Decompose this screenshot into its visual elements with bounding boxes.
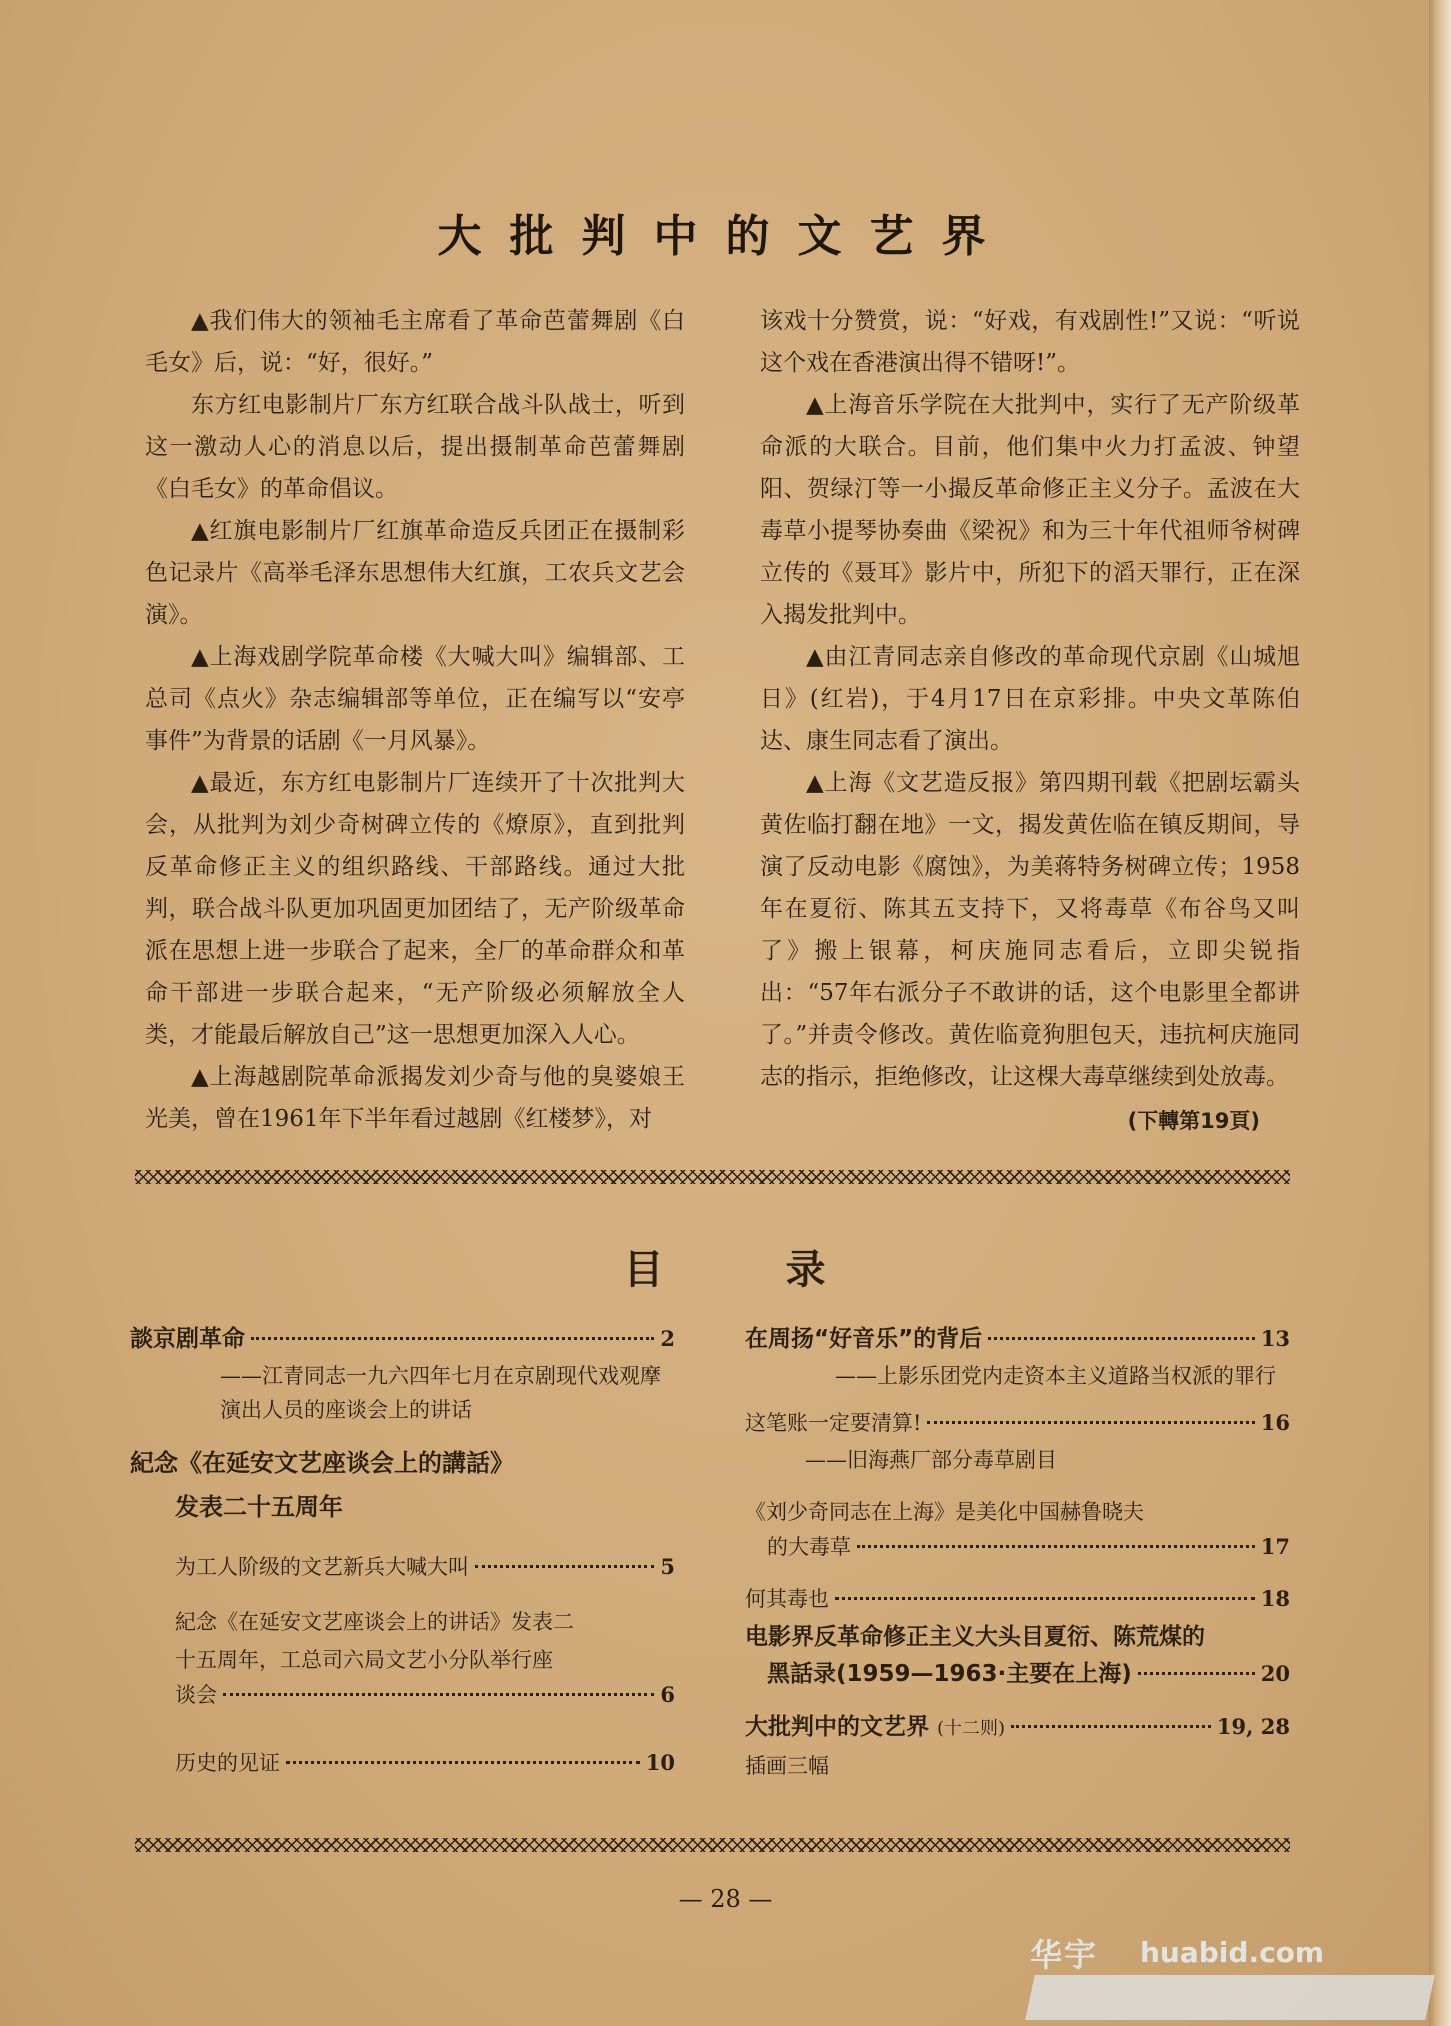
page-spine-edge <box>1429 0 1451 2026</box>
toc-entry-title: 为工人阶级的文艺新兵大喊大叫 <box>175 1555 469 1579</box>
toc-entry[interactable] <box>175 1551 675 1581</box>
toc-entry[interactable] <box>745 1320 1290 1353</box>
toc-entry-subtitle: ——江青同志一九六四年七月在京剧现代戏观摩演出人员的座谈会上的讲话 <box>220 1364 661 1422</box>
toc-leader-dots <box>286 1761 640 1764</box>
toc-entry-page: 18 <box>1260 1586 1290 1611</box>
article-paragraph: ▲上海戏剧学院革命楼《大喊大叫》编辑部、工总司《点火》杂志编辑部等单位，正在编写以“安亭事件”为背景的话剧《一月风暴》。 <box>145 644 685 754</box>
toc-entry-title: 的大毒草 <box>767 1535 851 1559</box>
toc-entry-title: 談京剧革命 <box>130 1326 245 1352</box>
article-right-column <box>760 300 1300 1142</box>
article-paragraph: ▲由江青同志亲自修改的革命现代京剧《山城旭日》(红岩)，于4月17日在京彩排。中央文革陈伯达、康生同志看了演出。 <box>760 644 1300 754</box>
toc-leader-dots <box>835 1597 1255 1600</box>
toc-title-char: 目 <box>623 1247 666 1293</box>
toc-entry-title: 黑話录(1959—1963·主要在上海) <box>767 1661 1132 1687</box>
toc-entry-page: 20 <box>1260 1661 1290 1686</box>
article-paragraph: ▲上海《文艺造反报》第四期刊载《把剧坛霸头黄佐临打翻在地》一文，揭发黄佐临在镇反期间，导演了反动电影《腐蚀》，为美蒋特务树碑立传；1958年在夏衍、陈其五支持下，又将毒草《布谷鸟又叫了》搬上银幕，柯庆施同志看后，立即尖锐指出：“57年右派分子不敢讲的话，这个电影里全都讲了。”并责令修改。黄佐临竟狗胆包天，违抗柯庆施同志的指示，拒绝修改，让这棵大毒草继续到处放毒。 <box>760 770 1300 1090</box>
toc-entry-title: 谈会 <box>175 1683 217 1707</box>
toc-entry-title: 在周扬“好音乐”的背后 <box>745 1326 983 1352</box>
toc-title <box>0 1238 1451 1295</box>
decorative-divider-bottom <box>135 1838 1290 1852</box>
toc-leader-dots <box>1138 1672 1255 1675</box>
toc-leader-dots <box>251 1337 654 1340</box>
article-paragraph: ▲上海音乐学院在大批判中，实行了无产阶级革命派的大联合。目前，他们集中火力打孟波、钟望阳、贺绿汀等一小撮反革命修正主义分子。孟波在大毒草小提琴协奏曲《梁祝》和为三十年代祖师爷树碑立传的《聂耳》影片中，所犯下的滔天罪行，正在深入揭发批判中。 <box>760 392 1300 628</box>
toc-left-column <box>130 1320 675 1783</box>
toc-leader-dots <box>475 1565 654 1568</box>
page-number: — 28 — <box>678 1885 773 1913</box>
toc-entry[interactable] <box>175 1747 675 1777</box>
article-paragraph: 东方红电影制片厂东方红联合战斗队战士，听到这一激动人心的消息以后，提出摄制革命芭蕾舞剧《白毛女》的革命倡议。 <box>145 392 685 502</box>
article-paragraph-continuation: 该戏十分赞赏，说：“好戏，有戏剧性!”又说：“听说这个戏在香港演出得不错呀!”。 <box>760 308 1300 376</box>
toc-leader-dots <box>988 1337 1255 1340</box>
toc-entry-title: 这笔账一定要清算! <box>745 1411 922 1435</box>
toc-leader-dots <box>927 1421 1254 1424</box>
toc-entry-title-line: 《刘少奇同志在上海》是美化中国赫鲁晓夫 <box>745 1500 1144 1524</box>
toc-entry-page: 19, 28 <box>1216 1714 1290 1739</box>
toc-entry[interactable] <box>745 1708 1290 1741</box>
toc-entry[interactable] <box>745 1583 1290 1613</box>
toc-entry[interactable] <box>130 1320 675 1353</box>
toc-entry-title-line: 紀念《在延安文艺座谈会上的讲话》发表二 <box>175 1610 574 1634</box>
toc-entry-title: 历史的见证 <box>175 1751 280 1775</box>
toc-entry[interactable] <box>767 1655 1290 1688</box>
toc-entry[interactable] <box>767 1531 1290 1561</box>
article-paragraph: ▲我们伟大的领袖毛主席看了革命芭蕾舞剧《白毛女》后，说：“好，很好。” <box>145 308 685 376</box>
article-title: 大批判中的文艺界 <box>437 211 1014 262</box>
toc-right-column <box>745 1320 1290 1785</box>
toc-section-title-line2: 发表二十五周年 <box>175 1493 343 1521</box>
toc-entry-title: 大批判中的文艺界 <box>745 1714 929 1740</box>
article-paragraph: ▲红旗电影制片厂红旗革命造反兵团正在摄制彩色记录片《高举毛泽东思想伟大红旗，工农兵文艺会演》。 <box>145 518 685 628</box>
toc-section-title: 紀念《在延安文艺座谈会上的講話》 <box>130 1449 514 1477</box>
watermark-logo-block <box>1025 1975 1435 2020</box>
toc-entry-title: 何其毒也 <box>745 1587 829 1611</box>
toc-entry-note: (十二则) <box>937 1718 1006 1739</box>
toc-entry-page: 16 <box>1260 1410 1290 1435</box>
toc-entry-illustrations[interactable]: 插画三幅 <box>745 1754 829 1778</box>
toc-leader-dots <box>1011 1725 1211 1728</box>
watermark <box>1030 1930 1450 2020</box>
toc-title-char: 录 <box>785 1247 828 1293</box>
toc-entry-page: 2 <box>660 1326 675 1351</box>
article-paragraph: ▲上海越剧院革命派揭发刘少奇与他的臭婆娘王光美，曾在1961年下半年看过越剧《红楼梦》，对 <box>145 1064 685 1132</box>
toc-entry[interactable] <box>175 1679 675 1709</box>
toc-leader-dots <box>223 1693 654 1696</box>
toc-entry[interactable] <box>745 1407 1290 1437</box>
toc-entry-subtitle: ——上影乐团党内走资本主义道路当权派的罪行 <box>835 1364 1276 1388</box>
watermark-url: huabid.com <box>1140 1936 1325 1969</box>
decorative-divider-top <box>135 1170 1290 1184</box>
toc-entry-page: 5 <box>660 1554 675 1579</box>
toc-entry-page: 17 <box>1260 1534 1290 1559</box>
toc-entry-title-line: 电影界反革命修正主义大头目夏衍、陈荒煤的 <box>745 1624 1205 1650</box>
article-left-column <box>145 300 685 1140</box>
article-paragraph: ▲最近，东方红电影制片厂连续开了十次批判大会，从批判为刘少奇树碑立传的《燎原》，直到批判反革命修正主义的组织路线、干部路线。通过大批判，联合战斗队更加巩固更加团结了，无产阶级革命派在思想上进一步联合了起来，全厂的革命群众和革命干部进一步联合起来，“无产阶级必须解放全人类，才能最后解放自己”这一思想更加深入人心。 <box>145 770 685 1048</box>
toc-entry-page: 10 <box>645 1750 675 1775</box>
toc-entry-subtitle: ——旧海燕厂部分毒草剧目 <box>805 1448 1057 1472</box>
toc-entry-page: 6 <box>660 1682 675 1707</box>
toc-entry-title-line: 十五周年，工总司六局文艺小分队举行座 <box>175 1648 553 1672</box>
toc-entry-page: 13 <box>1260 1326 1290 1351</box>
watermark-logo-text: 华宇 <box>1030 1936 1099 1974</box>
continued-on-note: (下轉第19頁) <box>1127 1109 1260 1133</box>
toc-leader-dots <box>857 1545 1255 1548</box>
